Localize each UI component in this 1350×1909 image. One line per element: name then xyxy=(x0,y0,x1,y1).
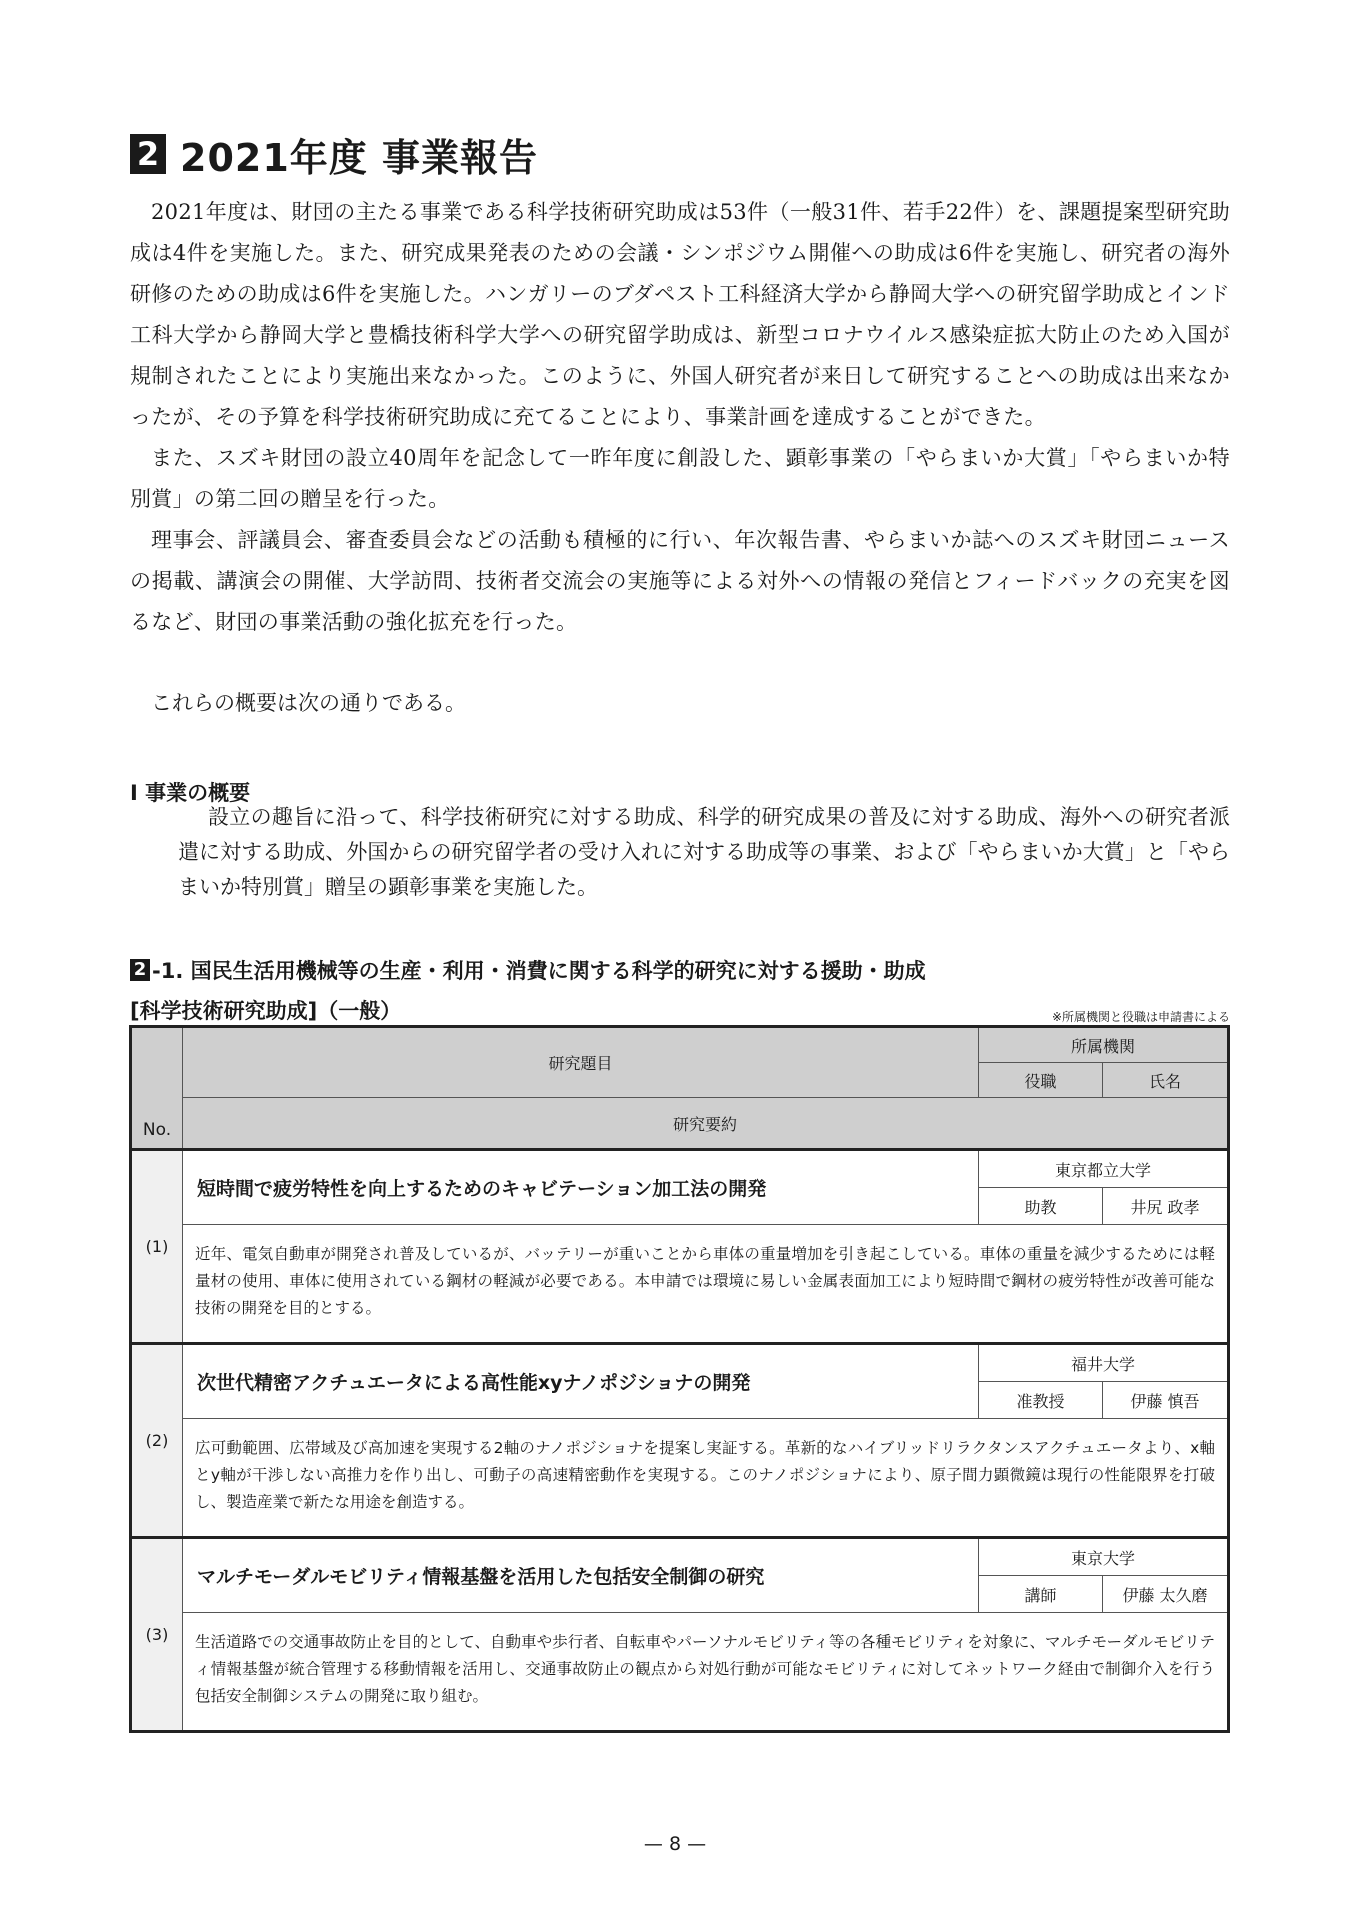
row-summary: 生活道路での交通事故防止を目的として、自動車や歩行者、自転車やパーソナルモビリティ等の各種モビリティを対象に、マルチモーダルモビリティ情報基盤が統合管理する移動情報を活用し、交通事故防止の観点から対処行動が可能なモビリティに対してネットワーク経由で制御介入を行う包括安全制御システムの開発に取り組む。 xyxy=(183,1613,1229,1732)
row-name: 井尻 政孝 xyxy=(1103,1188,1229,1225)
row-no: (2) xyxy=(131,1344,183,1538)
table-row xyxy=(131,1538,1229,1576)
table-row xyxy=(131,1150,1229,1188)
row-no: (3) xyxy=(131,1538,183,1732)
section-body xyxy=(178,800,1230,905)
header-no: No. xyxy=(131,1027,183,1150)
header-title: 研究題目 xyxy=(183,1027,979,1098)
row-position: 講師 xyxy=(979,1576,1103,1613)
row-title: 次世代精密アクチュエータによる高性能xyナノポジショナの開発 xyxy=(183,1344,979,1419)
section-heading: Ⅰ 事業の概要 xyxy=(130,781,251,805)
table-caption: [科学技術研究助成]（一般） xyxy=(130,999,402,1023)
intro-paragraph-1: 2021年度は、財団の主たる事業である科学技術研究助成は53件（一般31件、若手22件）を、課題提案型研究助成は4件を実施した。また、研究成果発表のための会議・シンポジウム開催への助成は6件を実施し、研究者の海外研修のための助成は6件を実施した。ハンガリーのブダペスト工科経済大学から静岡大学への研究留学助成とインド工科大学から静岡大学と豊橋技術科学大学への研究留学助成は、新型コロナウイルス感染症拡大防止のため入国が規制されたことにより実施出来なかった。このように、外国人研究者が来日して研究することへの助成は出来なかったが、その予算を科学技術研究助成に充てることにより、事業計画を達成することができた。 xyxy=(130,200,1230,429)
section-number-badge: 2 xyxy=(130,134,166,174)
row-org: 東京都立大学 xyxy=(979,1150,1229,1188)
header-name: 氏名 xyxy=(1103,1063,1229,1098)
row-org: 東京大学 xyxy=(979,1538,1229,1576)
row-no: (1) xyxy=(131,1150,183,1344)
intro-paragraph-3: 理事会、評議員会、審査委員会などの活動も積極的に行い、年次報告書、やらまいか誌へのスズキ財団ニュースの掲載、講演会の開催、大学訪問、技術者交流会の実施等による対外への情報の発信とフィードバックの充実を図るなど、財団の事業活動の強化拡充を行った。 xyxy=(130,528,1230,634)
header-org: 所属機関 xyxy=(979,1027,1229,1063)
row-org: 福井大学 xyxy=(979,1344,1229,1382)
row-name: 伊藤 慎吾 xyxy=(1103,1382,1229,1419)
subsection-heading-text: -1. 国民生活用機械等の生産・利用・消費に関する科学的研究に対する援助・助成 xyxy=(152,959,926,983)
row-summary: 広可動範囲、広帯域及び高加速を実現する2軸のナノポジショナを提案し実証する。革新的なハイブリッドリラクタンスアクチュエータより、x軸とy軸が干渉しない高推力を作り出し、可動子の高速精密動作を実現する。このナノポジショナにより、原子間力顕微鏡は現行の性能限界を打破し、製造産業で新たな用途を創造する。 xyxy=(183,1419,1229,1538)
header-position: 役職 xyxy=(979,1063,1103,1098)
subsection-number-badge: 2 xyxy=(130,959,150,981)
row-position: 准教授 xyxy=(979,1382,1103,1419)
summary-line: これらの概要は次の通りである。 xyxy=(151,691,466,715)
row-position: 助教 xyxy=(979,1188,1103,1225)
intro-text xyxy=(130,192,1230,643)
header-summary: 研究要約 xyxy=(183,1098,1229,1150)
grants-table xyxy=(129,1025,1230,1733)
row-title: マルチモーダルモビリティ情報基盤を活用した包括安全制御の研究 xyxy=(183,1538,979,1613)
page-title xyxy=(130,128,538,180)
row-summary: 近年、電気自動車が開発され普及しているが、バッテリーが重いことから車体の重量増加を引き起こしている。車体の重量を減少するためには軽量材の使用、車体に使用されている鋼材の軽減が必要である。本申請では環境に易しい金属表面加工により短時間で鋼材の疲労特性が改善可能な技術の開発を目的とする。 xyxy=(183,1225,1229,1344)
page-number: — 8 — xyxy=(643,1833,707,1855)
row-title: 短時間で疲労特性を向上するためのキャビテーション加工法の開発 xyxy=(183,1150,979,1225)
page-title-text: 2021年度 事業報告 xyxy=(180,135,538,180)
intro-paragraph-2: また、スズキ財団の設立40周年を記念して一昨年度に創設した、顕彰事業の「やらまいか大賞」「やらまいか特別賞」の第二回の贈呈を行った。 xyxy=(130,446,1230,511)
row-name: 伊藤 太久磨 xyxy=(1103,1576,1229,1613)
table-row xyxy=(131,1344,1229,1382)
table-note: ※所属機関と役職は申請書による xyxy=(1051,1010,1230,1024)
subsection-heading xyxy=(130,955,926,985)
section-body-text: 設立の趣旨に沿って、科学技術研究に対する助成、科学的研究成果の普及に対する助成、海外への研究者派遣に対する助成、外国からの研究留学者の受け入れに対する助成等の事業、および「やらまいか大賞」と「やらまいか特別賞」贈呈の顕彰事業を実施した。 xyxy=(178,805,1230,899)
